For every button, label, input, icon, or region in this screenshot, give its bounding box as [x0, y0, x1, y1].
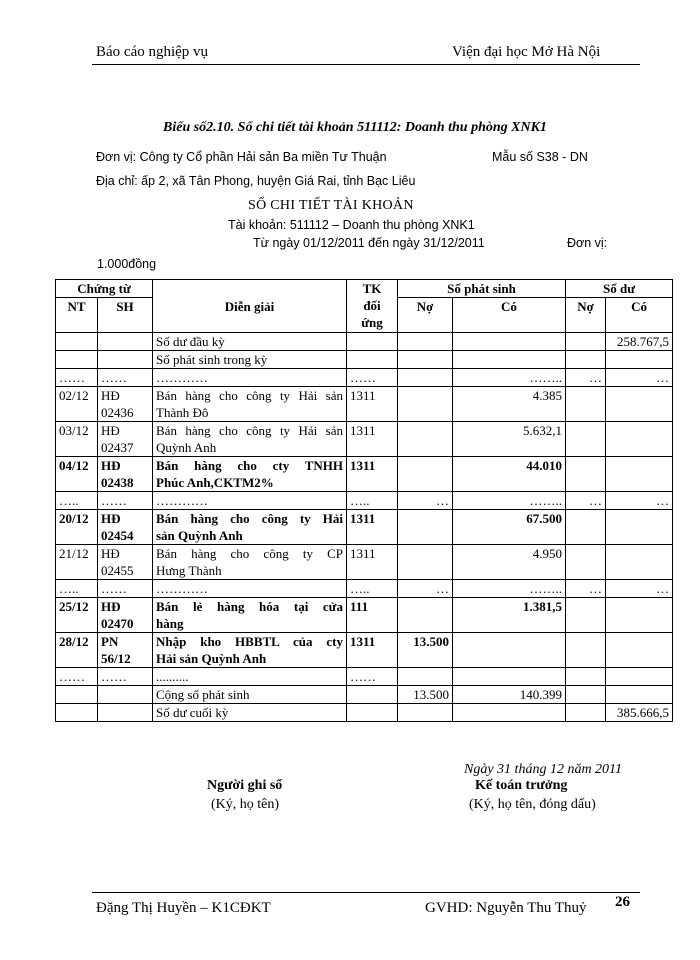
cell-balance-credit	[606, 422, 673, 457]
header-credit: Có	[453, 298, 566, 333]
table-row	[56, 545, 673, 580]
cell-balance-debit	[566, 510, 606, 545]
cell-sh	[98, 510, 153, 545]
cell-balance-credit	[606, 686, 673, 704]
cell-description-text: Nhập kho HBBTL của cty	[156, 634, 343, 649]
table-row	[56, 580, 673, 598]
table-row	[56, 492, 673, 510]
cell-description	[153, 369, 347, 387]
table-caption: Biểu số2.10. Sổ chi tiết tài khoản 511112: Doanh thu phòng XNK1	[163, 120, 547, 135]
sign-left-note: (Ký, họ tên)	[211, 797, 280, 812]
cell-nt	[56, 686, 98, 704]
cell-nt-text: 21/12	[59, 546, 89, 561]
cell-sh	[98, 545, 153, 580]
cell-credit-text: ……..	[529, 370, 562, 385]
cell-balance-credit	[606, 633, 673, 668]
cell-debit-text: …	[436, 493, 449, 508]
cell-balance-debit	[566, 422, 606, 457]
cell-description-text: hàng	[156, 616, 184, 631]
footer-advisor: GVHD: Nguyễn Thu Thuỷ	[425, 900, 587, 916]
cell-nt	[56, 492, 98, 510]
cell-sh	[98, 387, 153, 422]
cell-debit	[398, 704, 453, 722]
cell-sh-text: HĐ	[101, 423, 120, 438]
cell-description	[153, 351, 347, 369]
cell-description	[153, 704, 347, 722]
sign-date: Ngày 31 tháng 12 năm 2011	[464, 762, 623, 777]
cell-balance-credit	[606, 580, 673, 598]
cell-balance-credit	[606, 668, 673, 686]
cell-description	[153, 510, 347, 545]
cell-credit	[453, 668, 566, 686]
ledger-title: SỔ CHI TIẾT TÀI KHOẢN	[248, 198, 414, 213]
cell-sh	[98, 333, 153, 351]
cell-sh-text: 02437	[101, 440, 134, 455]
cell-description-text: Bán hàng cho công ty CP	[156, 546, 343, 561]
cell-balance-debit	[566, 580, 606, 598]
unit-value: 1.000đồng	[97, 257, 157, 271]
cell-balance-credit	[606, 492, 673, 510]
cell-account	[347, 580, 398, 598]
cell-nt	[56, 510, 98, 545]
table-row	[56, 369, 673, 387]
cell-balance-credit-text: …	[656, 493, 670, 508]
unit-label: Đơn vị:	[567, 236, 608, 250]
cell-credit	[453, 492, 566, 510]
cell-sh	[98, 580, 153, 598]
header-rule	[92, 64, 640, 65]
cell-description	[153, 580, 347, 598]
cell-balance-credit	[606, 333, 673, 351]
cell-description-text: Hưng Thành	[156, 563, 222, 578]
cell-description-text: Bán hàng cho công ty Hải sản	[156, 423, 343, 438]
cell-sh-text: 02454	[101, 528, 134, 543]
cell-description-text: Bán hàng cho cty TNHH	[156, 458, 343, 473]
cell-credit	[453, 686, 566, 704]
cell-balance-credit-text: 258.767,5	[617, 334, 670, 349]
cell-credit	[453, 510, 566, 545]
cell-description	[153, 545, 347, 580]
header-voucher: Chứng từ	[56, 280, 153, 298]
cell-balance-debit	[566, 686, 606, 704]
cell-account	[347, 387, 398, 422]
cell-sh-text: 02470	[101, 616, 134, 631]
cell-debit	[398, 633, 453, 668]
footer-author: Đặng Thị Huyền – K1CĐKT	[96, 900, 271, 916]
cell-description	[153, 686, 347, 704]
cell-credit	[453, 422, 566, 457]
cell-credit	[453, 333, 566, 351]
header-arising: Số phát sinh	[398, 280, 566, 298]
cell-description-text: Phúc Anh,CKTM2%	[156, 475, 274, 490]
cell-description	[153, 633, 347, 668]
cell-credit	[453, 369, 566, 387]
table-row	[56, 333, 673, 351]
table-row	[56, 668, 673, 686]
cell-balance-debit-text: …	[589, 581, 602, 596]
cell-balance-credit	[606, 510, 673, 545]
cell-account	[347, 686, 398, 704]
cell-description-text: Thành Đô	[156, 405, 209, 420]
cell-sh-text: ……	[101, 370, 127, 385]
cell-nt	[56, 351, 98, 369]
cell-credit	[453, 633, 566, 668]
cell-description-text: …………	[156, 493, 208, 508]
cell-nt	[56, 598, 98, 633]
cell-description	[153, 387, 347, 422]
cell-balance-credit	[606, 387, 673, 422]
cell-debit	[398, 387, 453, 422]
cell-nt	[56, 668, 98, 686]
cell-debit	[398, 333, 453, 351]
cell-sh-text: HĐ	[101, 388, 120, 403]
cell-credit-text: 5.632,1	[523, 423, 562, 438]
cell-nt-text: 04/12	[59, 458, 89, 473]
header-left: Báo cáo nghiệp vụ	[96, 44, 209, 60]
cell-nt	[56, 545, 98, 580]
cell-sh-text: HĐ	[101, 458, 121, 473]
form-number: Mẫu số S38 - DN	[492, 150, 588, 164]
table-row	[56, 598, 673, 633]
cell-account	[347, 492, 398, 510]
cell-account	[347, 510, 398, 545]
cell-balance-debit	[566, 633, 606, 668]
cell-credit-text: 4.950	[532, 546, 562, 561]
cell-description	[153, 422, 347, 457]
cell-balance-debit-text: …	[589, 493, 602, 508]
sign-right-title: Kế toán trưởng	[475, 778, 568, 793]
cell-debit-text: …	[436, 581, 449, 596]
header-description: Diễn giải	[153, 280, 347, 333]
header-tk	[347, 280, 398, 333]
cell-description	[153, 598, 347, 633]
cell-account-text: …..	[350, 581, 370, 596]
account-line: Tài khoản: 511112 – Doanh thu phòng XNK1	[228, 218, 475, 232]
footer-rule	[92, 892, 640, 893]
ledger-table	[55, 279, 673, 722]
cell-nt-text: …..	[59, 581, 79, 596]
cell-sh-text: ……	[101, 581, 127, 596]
cell-credit-text: 44.010	[526, 458, 562, 473]
cell-balance-debit	[566, 704, 606, 722]
cell-description-text: Hải sản Quỳnh Anh	[156, 651, 267, 666]
cell-description-text: Bán lẻ hàng hóa tại cửa	[156, 599, 343, 614]
table-row	[56, 457, 673, 492]
cell-account-text: 1311	[350, 388, 376, 403]
header-nt: NT	[56, 298, 98, 333]
cell-nt	[56, 422, 98, 457]
cell-credit-text: 140.399	[519, 687, 562, 702]
company-unit: Đơn vị: Công ty Cổ phần Hải sản Ba miền Tư Thuận	[96, 150, 387, 164]
cell-sh-text: ……	[101, 669, 127, 684]
cell-description-text: Cộng số phát sinh	[156, 687, 250, 702]
cell-nt	[56, 369, 98, 387]
table-row	[56, 510, 673, 545]
cell-sh	[98, 704, 153, 722]
cell-debit	[398, 492, 453, 510]
cell-account-text: 1311	[350, 458, 376, 473]
table-row	[56, 633, 673, 668]
cell-nt-text: …..	[59, 493, 79, 508]
cell-balance-credit-text: …	[656, 581, 670, 596]
cell-description-text: Bán hàng cho công ty Hải sản	[156, 388, 343, 403]
cell-balance-debit	[566, 457, 606, 492]
cell-balance-debit	[566, 668, 606, 686]
header-tk-line1: TK	[362, 281, 382, 296]
cell-sh	[98, 492, 153, 510]
cell-balance-credit	[606, 598, 673, 633]
cell-debit	[398, 598, 453, 633]
cell-account	[347, 351, 398, 369]
header-balance-debit: Nợ	[566, 298, 606, 333]
cell-account	[347, 704, 398, 722]
cell-credit	[453, 545, 566, 580]
sign-left-title: Người ghi sổ	[207, 778, 283, 793]
cell-sh-text: HĐ	[101, 546, 120, 561]
cell-account	[347, 668, 398, 686]
cell-nt-text: 25/12	[59, 599, 89, 614]
cell-credit	[453, 598, 566, 633]
cell-description	[153, 333, 347, 351]
cell-credit	[453, 351, 566, 369]
cell-account	[347, 598, 398, 633]
table-row	[56, 351, 673, 369]
header-tk-line3: ứng	[361, 315, 383, 330]
cell-balance-debit	[566, 545, 606, 580]
cell-sh-text: HĐ	[101, 511, 121, 526]
cell-balance-credit	[606, 457, 673, 492]
cell-sh-text: 02455	[101, 563, 134, 578]
period-line: Từ ngày 01/12/2011 đến ngày 31/12/2011	[253, 236, 485, 250]
cell-debit-text: 13.500	[413, 687, 449, 702]
cell-sh	[98, 369, 153, 387]
table-row	[56, 686, 673, 704]
cell-debit	[398, 668, 453, 686]
cell-description-text: sản Quỳnh Anh	[156, 528, 243, 543]
cell-debit	[398, 545, 453, 580]
cell-sh-text: HĐ	[101, 599, 121, 614]
cell-balance-debit	[566, 492, 606, 510]
cell-nt-text: ……	[59, 370, 85, 385]
cell-balance-credit	[606, 704, 673, 722]
cell-balance-credit-text: …	[656, 370, 670, 385]
sign-right-note: (Ký, họ tên, đóng dấu)	[469, 797, 596, 812]
cell-balance-debit	[566, 369, 606, 387]
header-sh: SH	[98, 298, 153, 333]
header-tk-line2: đối	[363, 298, 381, 313]
company-address: Địa chỉ: ấp 2, xã Tân Phong, huyện Giá Rai, tỉnh Bạc Liêu	[96, 174, 416, 188]
page-number: 26	[615, 894, 630, 910]
cell-credit	[453, 457, 566, 492]
cell-description-text: Số dư cuối kỳ	[156, 705, 229, 720]
table-row	[56, 387, 673, 422]
cell-balance-debit-text: …	[589, 370, 602, 385]
cell-balance-debit	[566, 598, 606, 633]
cell-balance-credit	[606, 545, 673, 580]
cell-debit	[398, 351, 453, 369]
cell-sh	[98, 598, 153, 633]
cell-debit	[398, 580, 453, 598]
cell-balance-debit	[566, 333, 606, 351]
cell-account	[347, 333, 398, 351]
cell-sh-text: PN	[101, 634, 119, 649]
header-balance-credit: Có	[606, 298, 673, 333]
cell-sh-text: 02438	[101, 475, 134, 490]
cell-nt-text: 03/12	[59, 423, 89, 438]
cell-sh-text: 56/12	[101, 651, 131, 666]
cell-description-text: Số phát sinh trong kỳ	[156, 352, 268, 367]
cell-debit	[398, 422, 453, 457]
cell-description	[153, 492, 347, 510]
cell-credit	[453, 580, 566, 598]
cell-nt-text: 28/12	[59, 634, 89, 649]
cell-credit-text: ……..	[529, 581, 562, 596]
cell-nt	[56, 704, 98, 722]
header-balance: Số dư	[566, 280, 673, 298]
table-row	[56, 422, 673, 457]
cell-credit-text: 1.381,5	[523, 599, 562, 614]
cell-account	[347, 369, 398, 387]
cell-sh	[98, 457, 153, 492]
cell-debit-text: 13.500	[413, 634, 449, 649]
cell-sh-text: ……	[101, 493, 127, 508]
cell-description-text: …………	[156, 370, 208, 385]
cell-description-text: Bán hàng cho công ty Hải	[156, 511, 343, 526]
cell-sh-text: 02436	[101, 405, 134, 420]
cell-account	[347, 633, 398, 668]
cell-debit	[398, 457, 453, 492]
cell-balance-debit	[566, 387, 606, 422]
cell-nt	[56, 633, 98, 668]
cell-debit	[398, 510, 453, 545]
cell-balance-credit	[606, 369, 673, 387]
cell-account	[347, 457, 398, 492]
ledger-body	[56, 333, 673, 722]
cell-account-text: 1311	[350, 423, 376, 438]
cell-nt	[56, 457, 98, 492]
cell-nt	[56, 580, 98, 598]
cell-nt	[56, 387, 98, 422]
cell-sh	[98, 351, 153, 369]
cell-balance-credit	[606, 351, 673, 369]
cell-sh	[98, 422, 153, 457]
table-row	[56, 704, 673, 722]
cell-description-text: ..........	[156, 669, 189, 684]
cell-sh	[98, 686, 153, 704]
cell-debit	[398, 686, 453, 704]
cell-account	[347, 422, 398, 457]
cell-description	[153, 457, 347, 492]
cell-account-text: 111	[350, 599, 369, 614]
cell-credit	[453, 387, 566, 422]
cell-sh	[98, 633, 153, 668]
cell-account-text: 1311	[350, 546, 376, 561]
cell-credit-text: 67.500	[526, 511, 562, 526]
cell-account-text: ……	[350, 669, 376, 684]
cell-nt-text: ……	[59, 669, 85, 684]
cell-balance-debit	[566, 351, 606, 369]
cell-balance-credit-text: 385.666,5	[617, 705, 670, 720]
cell-nt-text: 02/12	[59, 388, 89, 403]
cell-credit-text: ……..	[529, 493, 562, 508]
cell-credit-text: 4.385	[532, 388, 562, 403]
cell-description-text: Quỳnh Anh	[156, 440, 217, 455]
cell-account-text: 1311	[350, 634, 376, 649]
cell-account-text: ……	[350, 370, 376, 385]
cell-debit	[398, 369, 453, 387]
cell-description-text: Số dư đầu kỳ	[156, 334, 225, 349]
cell-nt	[56, 333, 98, 351]
header-debit: Nợ	[398, 298, 453, 333]
cell-description	[153, 668, 347, 686]
cell-nt-text: 20/12	[59, 511, 89, 526]
cell-account	[347, 545, 398, 580]
cell-sh	[98, 668, 153, 686]
cell-account-text: 1311	[350, 511, 376, 526]
header-right: Viện đại học Mở Hà Nội	[452, 44, 601, 60]
cell-account-text: …..	[350, 493, 370, 508]
cell-description-text: …………	[156, 581, 208, 596]
cell-credit	[453, 704, 566, 722]
